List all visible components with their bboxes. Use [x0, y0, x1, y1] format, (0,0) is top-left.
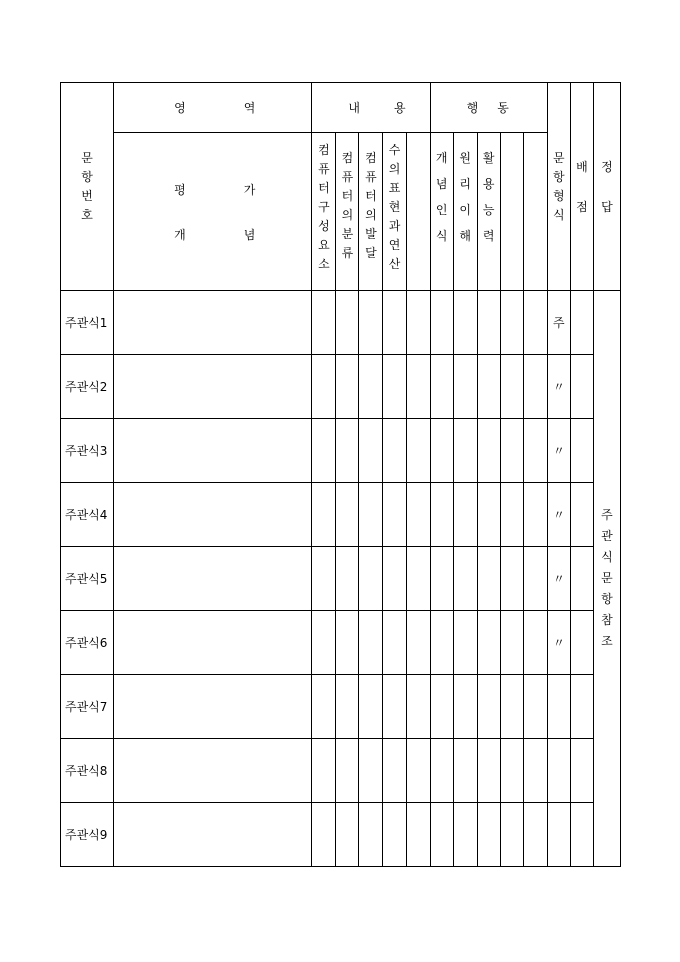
concept-cell — [114, 355, 312, 419]
points-cell — [570, 675, 593, 739]
question-no-header — [61, 83, 114, 291]
points-cell — [570, 739, 593, 803]
points-cell — [570, 483, 593, 547]
points-cell — [570, 355, 593, 419]
table-row — [61, 547, 621, 611]
concept-cell — [114, 483, 312, 547]
question-no-label: 문 항 번 호 — [81, 150, 93, 222]
content-col-numbers: 수 의 표 현 과 연 산 — [383, 133, 406, 291]
behavior-col-application: 활 용 능 력 — [477, 133, 500, 291]
content-col-components: 컴 퓨 터 구 성 요 소 — [312, 133, 336, 291]
behavior-col-concept: 개 념 인 식 — [430, 133, 453, 291]
question-label: 주관식6 — [61, 611, 114, 675]
question-label: 주관식3 — [61, 419, 114, 483]
question-label: 주관식9 — [61, 803, 114, 867]
table-row — [61, 291, 621, 355]
content-col-classification: 컴 퓨 터 의 분 류 — [336, 133, 359, 291]
item-type-cell: 〃 — [547, 611, 570, 675]
points-label: 배 점 — [576, 159, 588, 214]
content-header: 내 용 — [312, 83, 430, 133]
behavior-header: 행 동 — [430, 83, 547, 133]
eval-concept-header: 평 가 개 념 — [114, 133, 312, 291]
table-row — [61, 483, 621, 547]
question-label: 주관식4 — [61, 483, 114, 547]
item-type-cell — [547, 675, 570, 739]
item-type-cell: 주 — [547, 291, 570, 355]
item-type-cell: 〃 — [547, 355, 570, 419]
concept-cell — [114, 547, 312, 611]
answer-cell — [593, 291, 620, 867]
question-label: 주관식7 — [61, 675, 114, 739]
concept-cell — [114, 419, 312, 483]
table-row — [61, 675, 621, 739]
question-label: 주관식1 — [61, 291, 114, 355]
points-cell — [570, 803, 593, 867]
item-type-cell: 〃 — [547, 547, 570, 611]
points-header — [570, 83, 593, 291]
item-type-header — [547, 83, 570, 291]
table-row — [61, 803, 621, 867]
item-type-cell: 〃 — [547, 419, 570, 483]
concept-cell — [114, 739, 312, 803]
item-type-cell: 〃 — [547, 483, 570, 547]
table-row — [61, 355, 621, 419]
item-type-cell — [547, 803, 570, 867]
concept-cell — [114, 291, 312, 355]
concept-cell — [114, 611, 312, 675]
points-cell — [570, 291, 593, 355]
question-label: 주관식8 — [61, 739, 114, 803]
table-row — [61, 611, 621, 675]
item-type-cell — [547, 739, 570, 803]
answer-label: 정 답 — [601, 159, 613, 214]
question-label: 주관식2 — [61, 355, 114, 419]
points-cell — [570, 547, 593, 611]
content-col-development: 컴 퓨 터 의 발 달 — [359, 133, 383, 291]
table-row — [61, 739, 621, 803]
item-type-label: 문 항 형 식 — [553, 150, 565, 222]
answer-header — [593, 83, 620, 291]
concept-cell — [114, 675, 312, 739]
answer-note: 주 관 식 문 항 참 조 — [601, 508, 613, 648]
behavior-col-principle: 원 리 이 해 — [453, 133, 477, 291]
points-cell — [570, 419, 593, 483]
behavior-col-blank-2 — [523, 133, 547, 291]
behavior-col-blank-1 — [500, 133, 523, 291]
content-col-blank — [406, 133, 430, 291]
table-row — [61, 419, 621, 483]
area-header: 영 역 — [114, 83, 312, 133]
concept-cell — [114, 803, 312, 867]
question-label: 주관식5 — [61, 547, 114, 611]
points-cell — [570, 611, 593, 675]
item-analysis-table — [60, 82, 621, 867]
